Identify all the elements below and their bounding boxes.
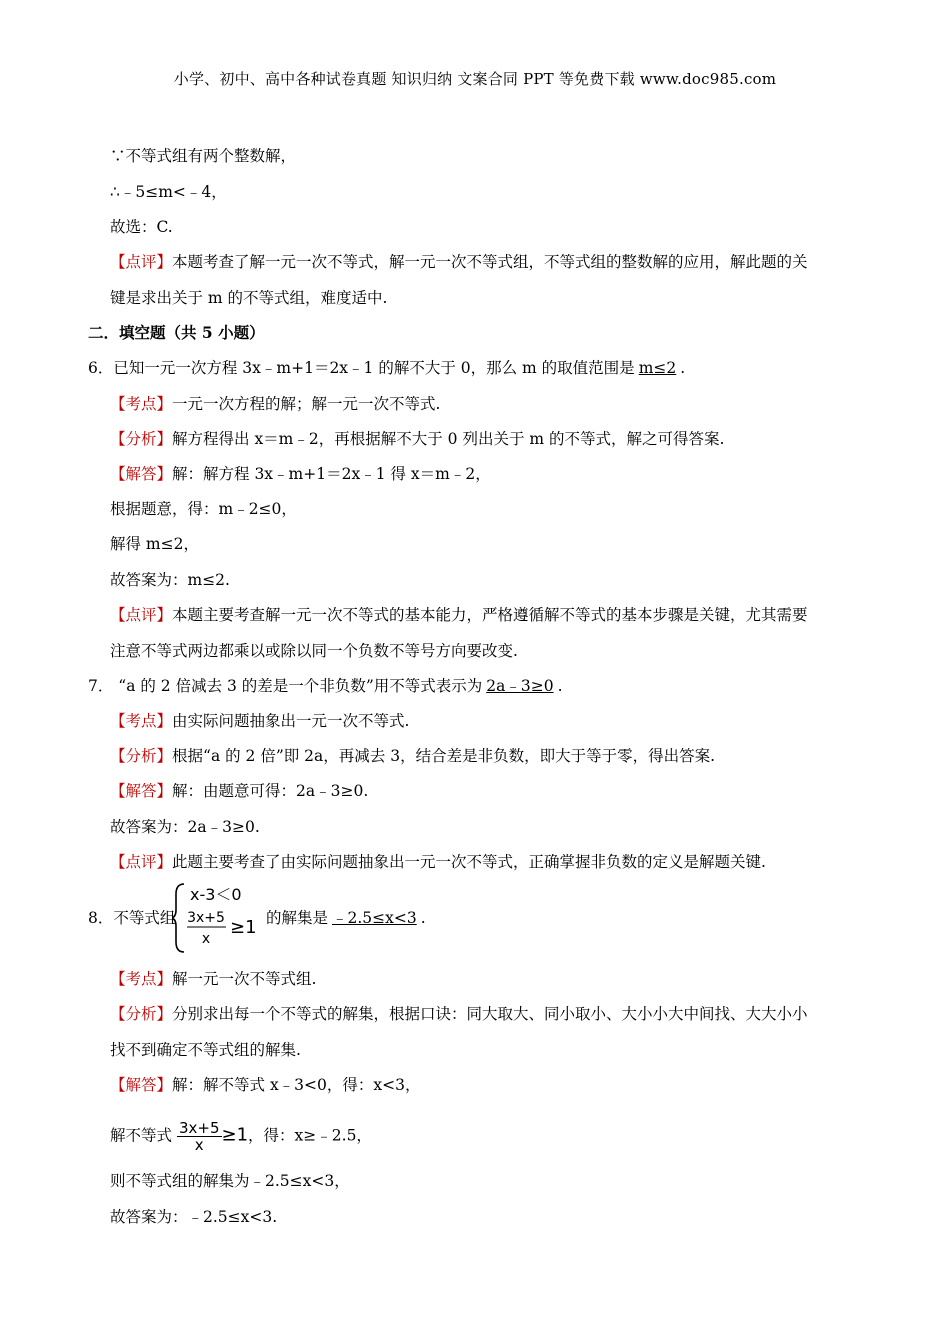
left-brace [172, 884, 184, 952]
q6-kaodian [110, 394, 440, 414]
dianping-tag: 【点评】 [110, 853, 173, 871]
q6-dianping-cont: 注意不等式两边都乘以或除以同一个负数不等号方向要改变. [110, 642, 518, 660]
q8-step-3: 故答案为：﹣2.5≤x<3. [110, 1208, 278, 1226]
q6-dianping [110, 605, 808, 625]
fenxi-tag: 【分析】 [110, 747, 173, 765]
page-header: 小学、初中、高中各种试卷真题 知识归纳 文案合同 PPT 等免费下载 www.doc985.com [173, 70, 777, 88]
kaodian-tag: 【考点】 [110, 395, 173, 413]
q8-answer: ﹣2.5≤x<3 [332, 909, 417, 927]
q7-fenxi [110, 746, 715, 766]
q6-step-2: 解得 m≤2， [110, 535, 199, 553]
q6-step-1: 根据题意，得：m﹣2≤0， [110, 500, 297, 518]
q7-dianping [110, 852, 766, 872]
dianping-text: 本题主要考查解一元一次不等式的基本能力，严格遵循解不等式的基本步骤是关键，尤其需要 [172, 606, 808, 624]
q7-step-1: 故答案为：2a﹣3≥0. [110, 818, 260, 836]
dianping-tag: 【点评】 [110, 606, 173, 624]
q6-step-3: 故答案为：m≤2. [110, 571, 230, 589]
jieda-tag: 【解答】 [110, 465, 173, 483]
q6-stem-end: . [680, 359, 686, 377]
jieda-tag: 【解答】 [110, 1076, 173, 1094]
q7-stem-text: 7． “a 的 2 倍减去 3 的差是一个非负数”用不等式表示为 [88, 677, 483, 695]
review-tag: 【点评】 [110, 253, 173, 271]
q5-line-3: 故选：C. [110, 218, 173, 236]
kaodian-text: 解一元一次不等式组. [172, 970, 317, 988]
q8-fenxi-cont: 找不到确定不等式组的解集. [110, 1041, 301, 1059]
inline-fraction [177, 1120, 222, 1153]
kaodian-text: 由实际问题抽象出一元一次不等式. [172, 712, 410, 730]
q8-stem-end [266, 908, 426, 928]
fenxi-text: 解方程得出 x＝m﹣2，再根据解不大于 0 列出关于 m 的不等式，解之可得答案. [172, 430, 725, 448]
inequality-1: x-3＜0 [190, 885, 242, 904]
q8-stem-text: 的解集是 [266, 909, 329, 927]
geq-one: ≥1 [230, 917, 257, 938]
q8-fenxi [110, 1004, 808, 1024]
q5-review [110, 252, 808, 272]
q8-jieda [110, 1075, 421, 1095]
q8-kaodian [110, 969, 316, 989]
inline-fraction-numerator: 3x+5 [178, 1119, 220, 1137]
fenxi-tag: 【分析】 [110, 1005, 173, 1023]
kaodian-tag: 【考点】 [110, 712, 173, 730]
review-text: 本题考查了解一元一次不等式，解一元一次不等式组，不等式组的整数解的应用，解此题的关 [172, 253, 808, 271]
jieda-text: 解：解不等式 x﹣3<0，得：x<3， [172, 1076, 421, 1094]
q6-fenxi [110, 429, 724, 449]
q8-step-1 [110, 1120, 372, 1153]
jieda-text: 解：解方程 3x﹣m+1＝2x﹣1 得 x＝m﹣2， [172, 465, 491, 483]
q6-stem-text: 6．已知一元一次方程 3x﹣m+1＝2x﹣1 的解不大于 0，那么 m 的取值范围是 [88, 359, 635, 377]
inline-geq-one: ≥1 [221, 1124, 249, 1146]
dianping-text: 此题主要考查了由实际问题抽象出一元一次不等式，正确掌握非负数的定义是解题关键. [172, 853, 766, 871]
inequality-system [172, 880, 272, 956]
fenxi-text: 分别求出每一个不等式的解集，根据口诀：同大取大、同小取小、大小小大中间找、大大小小 [172, 1005, 808, 1023]
q6-jieda [110, 464, 491, 484]
q7-jieda [110, 781, 368, 801]
q6-stem [88, 358, 685, 378]
q5-line-1: ∵不等式组有两个整数解， [110, 147, 297, 165]
q7-kaodian [110, 711, 409, 731]
fenxi-tag: 【分析】 [110, 430, 173, 448]
q8-stem-start: 8．不等式组 [88, 909, 176, 927]
q8-step-2: 则不等式组的解集为﹣2.5≤x<3， [110, 1172, 350, 1190]
q7-stem-end: . [557, 677, 563, 695]
inline-fraction-denominator: x [194, 1136, 204, 1154]
q7-answer: 2a﹣3≥0 [486, 677, 554, 695]
fraction-numerator: 3x+5 [187, 910, 225, 926]
fraction-denominator: x [201, 931, 211, 947]
kaodian-tag: 【考点】 [110, 970, 173, 988]
q8-step-1-result: ，得：x≥﹣2.5， [248, 1126, 372, 1145]
kaodian-text: 一元一次方程的解；解一元一次不等式. [172, 395, 441, 413]
jieda-text: 解：由题意可得：2a﹣3≥0. [172, 782, 369, 800]
jieda-tag: 【解答】 [110, 782, 173, 800]
q5-line-2: ∴﹣5≤m<﹣4， [110, 183, 227, 201]
q8-step-1-text: 解不等式 [110, 1126, 173, 1145]
q5-review-cont: 键是求出关于 m 的不等式组，难度适中. [110, 289, 388, 307]
q8-stem-period: . [420, 909, 426, 927]
q7-stem [88, 676, 563, 696]
fenxi-text: 根据“a 的 2 倍”即 2a，再减去 3，结合差是非负数，即大于等于零，得出答案. [172, 747, 715, 765]
section-title: 二．填空题（共 5 小题） [88, 323, 265, 342]
q6-answer: m≤2 [638, 359, 677, 377]
